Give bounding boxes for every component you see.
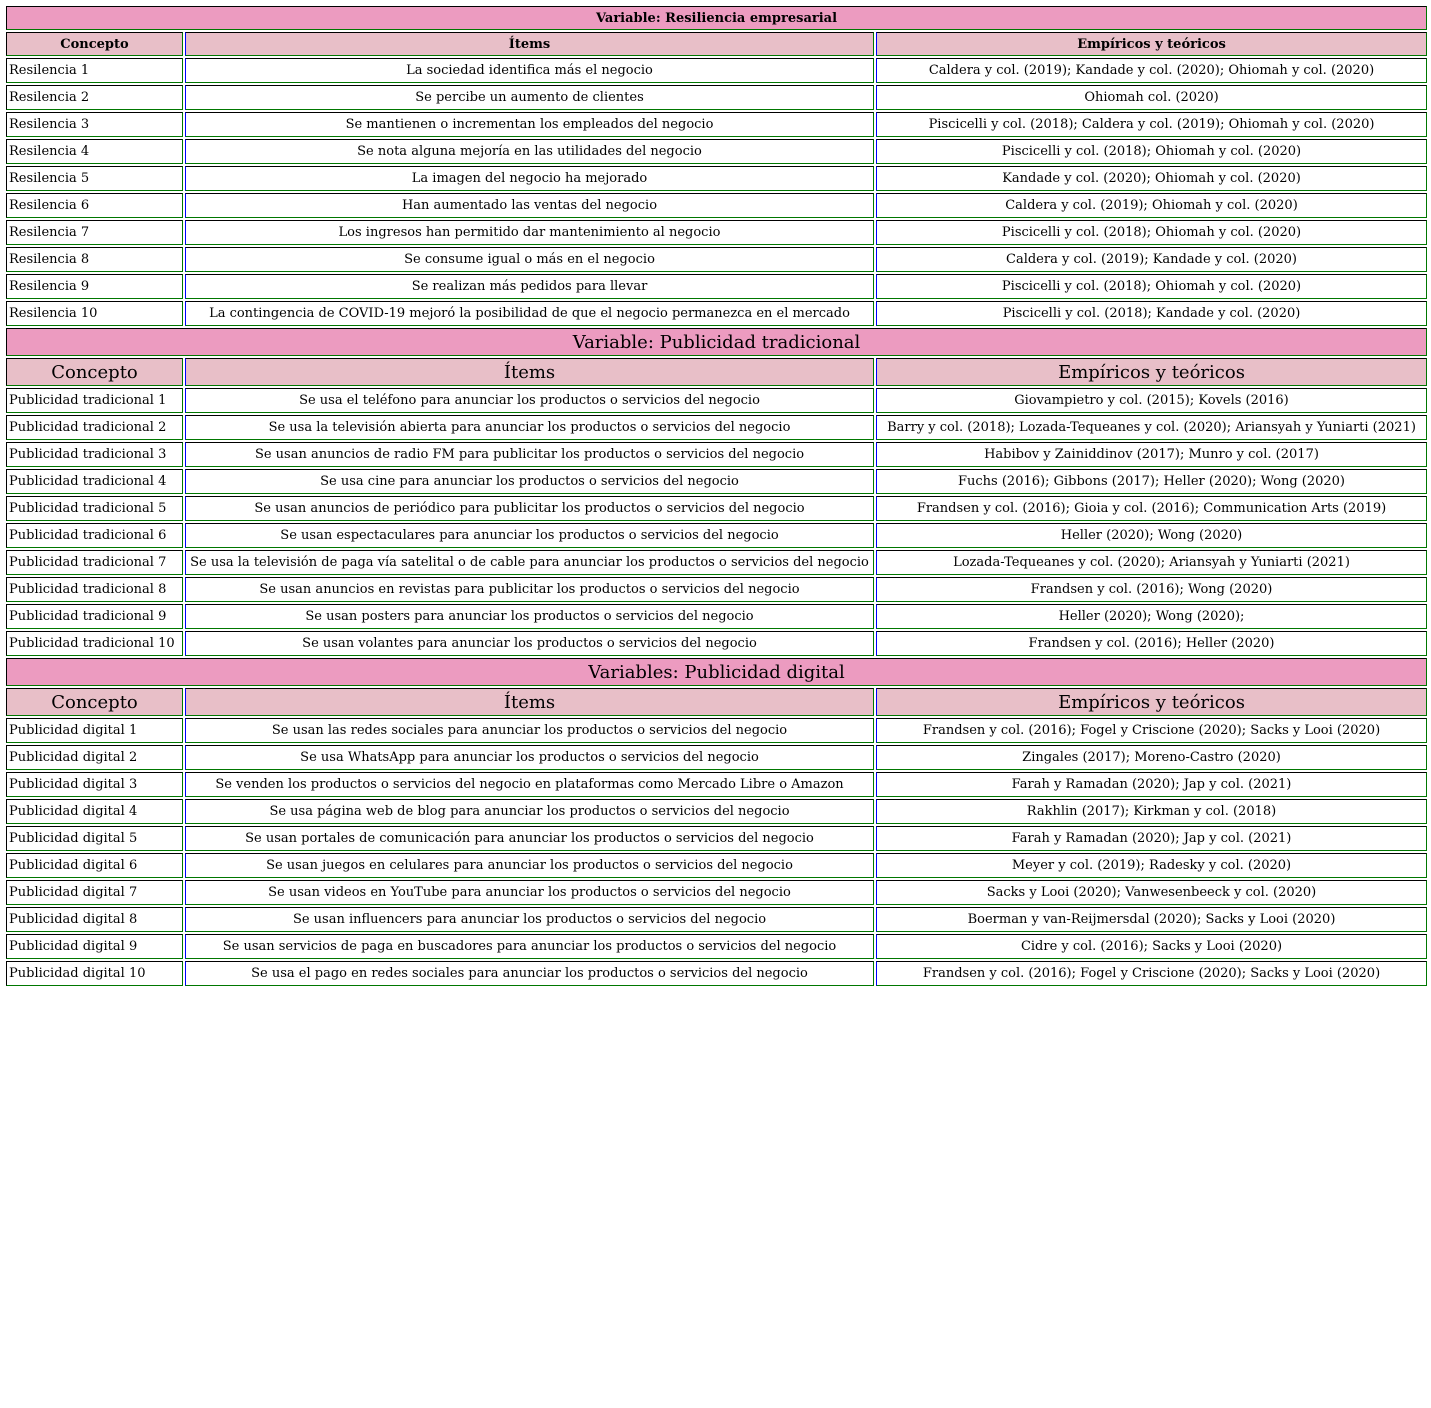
concept-cell: Resilencia 3: [6, 112, 183, 137]
references-cell: Heller (2020); Wong (2020);: [876, 604, 1427, 629]
references-cell: Kandade y col. (2020); Ohiomah y col. (2020): [876, 166, 1427, 191]
references-cell: Sacks y Looi (2020); Vanwesenbeeck y col. (2020): [876, 880, 1427, 905]
section-title: Variables: Publicidad digital: [6, 658, 1427, 686]
concept-cell: Resilencia 6: [6, 193, 183, 218]
references-cell: Fuchs (2016); Gibbons (2017); Heller (2020); Wong (2020): [876, 469, 1427, 494]
table-row: [6, 604, 1427, 629]
column-header: Concepto: [6, 688, 183, 716]
references-cell: Frandsen y col. (2016); Heller (2020): [876, 631, 1427, 656]
concept-cell: Resilencia 4: [6, 139, 183, 164]
item-cell: Se usa cine para anunciar los productos o servicios del negocio: [185, 469, 874, 494]
item-cell: Se usan anuncios de periódico para publicitar los productos o servicios del negocio: [185, 496, 874, 521]
item-cell: Se usa el pago en redes sociales para anunciar los productos o servicios del negocio: [185, 961, 874, 986]
references-cell: Piscicelli y col. (2018); Ohiomah y col. (2020): [876, 220, 1427, 245]
references-cell: Piscicelli y col. (2018); Caldera y col. (2019); Ohiomah y col. (2020): [876, 112, 1427, 137]
concept-cell: Publicidad digital 9: [6, 934, 183, 959]
table-row: [6, 799, 1427, 824]
references-cell: Frandsen y col. (2016); Gioia y col. (2016); Communication Arts (2019): [876, 496, 1427, 521]
concept-cell: Resilencia 9: [6, 274, 183, 299]
column-header: Ítems: [185, 32, 874, 56]
item-cell: Se realizan más pedidos para llevar: [185, 274, 874, 299]
table-row: [6, 772, 1427, 797]
table-row: [6, 934, 1427, 959]
references-cell: Piscicelli y col. (2018); Ohiomah y col. (2020): [876, 274, 1427, 299]
item-cell: La imagen del negocio ha mejorado: [185, 166, 874, 191]
table-row: [6, 274, 1427, 299]
header-row: [6, 688, 1427, 716]
concept-cell: Publicidad tradicional 2: [6, 415, 183, 440]
item-cell: Se usan videos en YouTube para anunciar los productos o servicios del negocio: [185, 880, 874, 905]
item-cell: Se venden los productos o servicios del negocio en plataformas como Mercado Libre o Amazon: [185, 772, 874, 797]
references-cell: Rakhlin (2017); Kirkman y col. (2018): [876, 799, 1427, 824]
table-row: [6, 631, 1427, 656]
table-row: [6, 139, 1427, 164]
concept-cell: Publicidad tradicional 3: [6, 442, 183, 467]
references-cell: Habibov y Zainiddinov (2017); Munro y col. (2017): [876, 442, 1427, 467]
item-cell: Se usan servicios de paga en buscadores para anunciar los productos o servicios del negocio: [185, 934, 874, 959]
references-cell: Farah y Ramadan (2020); Jap y col. (2021): [876, 826, 1427, 851]
column-header: Empíricos y teóricos: [876, 358, 1427, 386]
table-row: [6, 826, 1427, 851]
table-row: [6, 166, 1427, 191]
section-title: Variable: Publicidad tradicional: [6, 328, 1427, 356]
concept-cell: Resilencia 1: [6, 58, 183, 83]
item-cell: Se usa el teléfono para anunciar los productos o servicios del negocio: [185, 388, 874, 413]
table-row: [6, 193, 1427, 218]
concept-cell: Publicidad digital 7: [6, 880, 183, 905]
table-row: [6, 301, 1427, 326]
item-cell: Se usan anuncios de radio FM para publicitar los productos o servicios del negocio: [185, 442, 874, 467]
section-title-row: [6, 6, 1427, 30]
concept-cell: Publicidad digital 10: [6, 961, 183, 986]
section-title-row: [6, 328, 1427, 356]
concept-cell: Publicidad tradicional 9: [6, 604, 183, 629]
item-cell: Se usan juegos en celulares para anunciar los productos o servicios del negocio: [185, 853, 874, 878]
references-cell: Caldera y col. (2019); Kandade y col. (2020): [876, 247, 1427, 272]
references-cell: Frandsen y col. (2016); Fogel y Criscione (2020); Sacks y Looi (2020): [876, 718, 1427, 743]
table-row: [6, 577, 1427, 602]
table-row: [6, 550, 1427, 575]
table-row: [6, 880, 1427, 905]
item-cell: Se percibe un aumento de clientes: [185, 85, 874, 110]
references-cell: Cidre y col. (2016); Sacks y Looi (2020): [876, 934, 1427, 959]
references-cell: Boerman y van-Reijmersdal (2020); Sacks y Looi (2020): [876, 907, 1427, 932]
item-cell: Se usa la televisión abierta para anunciar los productos o servicios del negocio: [185, 415, 874, 440]
column-header: Ítems: [185, 688, 874, 716]
item-cell: Se usan portales de comunicación para anunciar los productos o servicios del negocio: [185, 826, 874, 851]
section-title-row: [6, 658, 1427, 686]
concept-cell: Publicidad tradicional 4: [6, 469, 183, 494]
concept-cell: Resilencia 7: [6, 220, 183, 245]
table-row: [6, 85, 1427, 110]
section-title: Variable: Resiliencia empresarial: [6, 6, 1427, 30]
concept-cell: Publicidad digital 1: [6, 718, 183, 743]
references-cell: Zingales (2017); Moreno-Castro (2020): [876, 745, 1427, 770]
concept-cell: Resilencia 10: [6, 301, 183, 326]
item-cell: Se usa la televisión de paga vía satelital o de cable para anunciar los productos o servicios del negocio: [185, 550, 874, 575]
item-cell: Se usan posters para anunciar los productos o servicios del negocio: [185, 604, 874, 629]
item-cell: La sociedad identifica más el negocio: [185, 58, 874, 83]
references-cell: Meyer y col. (2019); Radesky y col. (2020): [876, 853, 1427, 878]
references-cell: Lozada-Tequeanes y col. (2020); Ariansyah y Yuniarti (2021): [876, 550, 1427, 575]
table-row: [6, 442, 1427, 467]
references-cell: Barry y col. (2018); Lozada-Tequeanes y col. (2020); Ariansyah y Yuniarti (2021): [876, 415, 1427, 440]
concept-cell: Resilencia 5: [6, 166, 183, 191]
header-row: [6, 32, 1427, 56]
concept-cell: Publicidad digital 5: [6, 826, 183, 851]
table-row: [6, 112, 1427, 137]
table-row: [6, 415, 1427, 440]
table-row: [6, 907, 1427, 932]
item-cell: La contingencia de COVID-19 mejoró la posibilidad de que el negocio permanezca en el mercado: [185, 301, 874, 326]
column-header: Empíricos y teóricos: [876, 32, 1427, 56]
table-row: [6, 388, 1427, 413]
concept-cell: Publicidad digital 4: [6, 799, 183, 824]
table-row: [6, 469, 1427, 494]
item-cell: Se usa WhatsApp para anunciar los productos o servicios del negocio: [185, 745, 874, 770]
concept-cell: Publicidad digital 8: [6, 907, 183, 932]
item-cell: Han aumentado las ventas del negocio: [185, 193, 874, 218]
table-row: [6, 745, 1427, 770]
references-cell: Piscicelli y col. (2018); Ohiomah y col. (2020): [876, 139, 1427, 164]
item-cell: Se usa página web de blog para anunciar los productos o servicios del negocio: [185, 799, 874, 824]
table-row: [6, 961, 1427, 986]
concept-cell: Publicidad tradicional 8: [6, 577, 183, 602]
item-cell: Se consume igual o más en el negocio: [185, 247, 874, 272]
item-cell: Se nota alguna mejoría en las utilidades del negocio: [185, 139, 874, 164]
item-cell: Se usan espectaculares para anunciar los productos o servicios del negocio: [185, 523, 874, 548]
table-row: [6, 523, 1427, 548]
item-cell: Se usan las redes sociales para anunciar los productos o servicios del negocio: [185, 718, 874, 743]
concept-cell: Publicidad tradicional 10: [6, 631, 183, 656]
references-cell: Piscicelli y col. (2018); Kandade y col. (2020): [876, 301, 1427, 326]
concept-cell: Resilencia 8: [6, 247, 183, 272]
table-row: [6, 220, 1427, 245]
concept-cell: Publicidad digital 3: [6, 772, 183, 797]
item-cell: Se usan anuncios en revistas para publicitar los productos o servicios del negocio: [185, 577, 874, 602]
references-cell: Frandsen y col. (2016); Wong (2020): [876, 577, 1427, 602]
table-row: [6, 247, 1427, 272]
table-row: [6, 496, 1427, 521]
column-header: Empíricos y teóricos: [876, 688, 1427, 716]
table-row: [6, 58, 1427, 83]
references-cell: Caldera y col. (2019); Ohiomah y col. (2020): [876, 193, 1427, 218]
item-cell: Se usan volantes para anunciar los productos o servicios del negocio: [185, 631, 874, 656]
concept-cell: Publicidad tradicional 6: [6, 523, 183, 548]
references-cell: Farah y Ramadan (2020); Jap y col. (2021): [876, 772, 1427, 797]
item-cell: Se usan influencers para anunciar los productos o servicios del negocio: [185, 907, 874, 932]
column-header: Ítems: [185, 358, 874, 386]
references-cell: Giovampietro y col. (2015); Kovels (2016): [876, 388, 1427, 413]
header-row: [6, 358, 1427, 386]
references-cell: Ohiomah col. (2020): [876, 85, 1427, 110]
variables-table: [4, 4, 1429, 988]
table-row: [6, 853, 1427, 878]
concept-cell: Resilencia 2: [6, 85, 183, 110]
table-row: [6, 718, 1427, 743]
concept-cell: Publicidad tradicional 5: [6, 496, 183, 521]
concept-cell: Publicidad digital 6: [6, 853, 183, 878]
item-cell: Los ingresos han permitido dar mantenimiento al negocio: [185, 220, 874, 245]
references-cell: Caldera y col. (2019); Kandade y col. (2020); Ohiomah y col. (2020): [876, 58, 1427, 83]
concept-cell: Publicidad digital 2: [6, 745, 183, 770]
references-cell: Frandsen y col. (2016); Fogel y Criscione (2020); Sacks y Looi (2020): [876, 961, 1427, 986]
item-cell: Se mantienen o incrementan los empleados del negocio: [185, 112, 874, 137]
column-header: Concepto: [6, 32, 183, 56]
references-cell: Heller (2020); Wong (2020): [876, 523, 1427, 548]
concept-cell: Publicidad tradicional 7: [6, 550, 183, 575]
concept-cell: Publicidad tradicional 1: [6, 388, 183, 413]
column-header: Concepto: [6, 358, 183, 386]
